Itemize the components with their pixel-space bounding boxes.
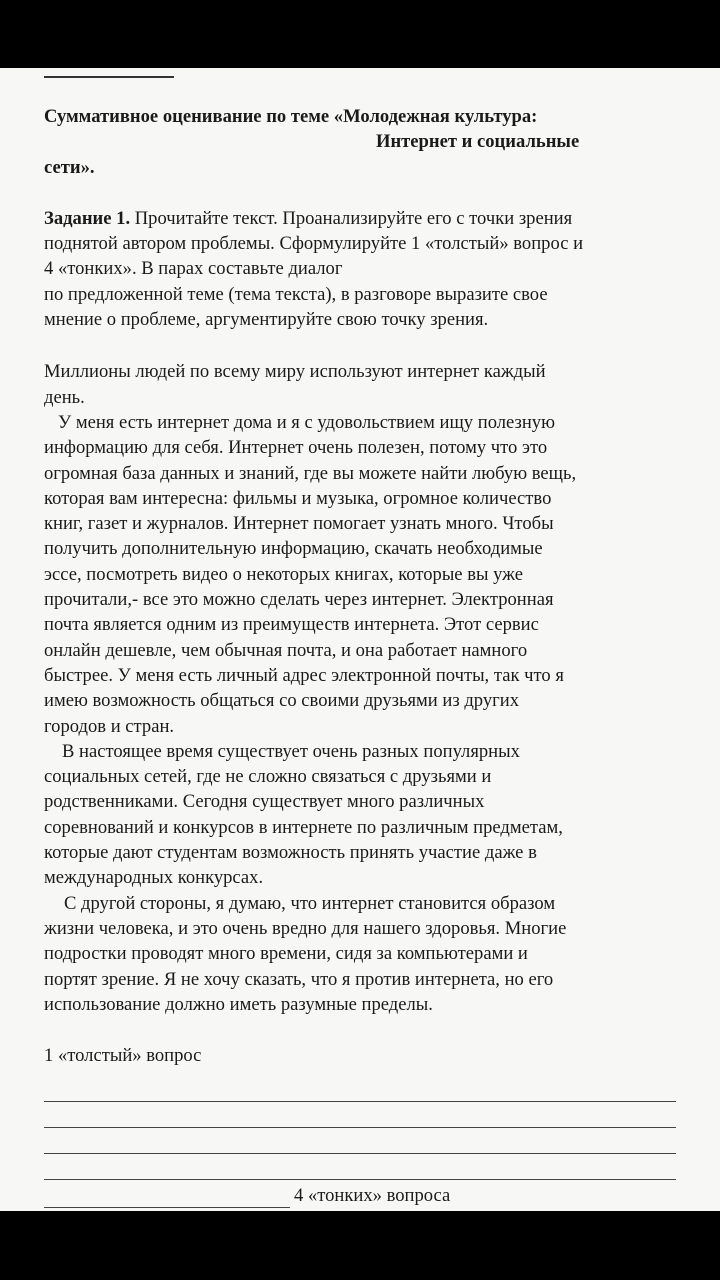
answer-line[interactable] — [44, 1154, 676, 1180]
text-line: почта является одним из преимуществ интернета. Этот сервис — [44, 614, 539, 636]
top-rule-line — [44, 76, 174, 78]
answer-line[interactable] — [44, 1102, 676, 1128]
text-line: которые дают студентам возможность принять участие даже в — [44, 842, 537, 864]
text-line: быстрее. У меня есть личный адрес электронной почты, так что я — [44, 664, 564, 686]
answer-line[interactable] — [44, 1189, 290, 1208]
bottom-black-bar — [0, 1211, 720, 1280]
text-line: У меня есть интернет дома и я с удовольствием ищу полезную — [58, 411, 555, 433]
document-title — [44, 104, 684, 180]
text-line: соревнований и конкурсов в интернете по различным предметам, — [44, 816, 563, 838]
task-line: поднятой автором проблемы. Сформулируйте 1 «толстый» вопрос и — [44, 233, 584, 255]
task-line: мнение о проблеме, аргументируйте свою точку зрения. — [44, 309, 489, 331]
text-line: С другой стороны, я думаю, что интернет становится образом — [64, 892, 556, 914]
reading-text — [44, 359, 684, 1017]
text-line: эссе, посмотреть видео о некоторых книгах, которые вы уже — [44, 563, 524, 585]
text-line: онлайн дешевле, чем обычная почта, и она работает намного — [44, 639, 528, 661]
title-line-1: Суммативное оценивание по теме «Молодежная культура: — [44, 106, 538, 127]
text-line: получить дополнительную информацию, скачать необходимые — [44, 538, 543, 560]
task-line: 4 «тонких». В парах составьте диалог — [44, 258, 343, 280]
text-line: Миллионы людей по всему миру используют интернет каждый — [44, 361, 546, 383]
thick-question-label: 1 «толстый» вопрос — [44, 1045, 202, 1067]
text-line: международных конкурсах. — [44, 867, 264, 889]
top-black-bar — [0, 0, 720, 68]
text-line: городов и стран. — [44, 715, 175, 737]
task-line: Прочитайте текст. Проанализируйте его с точки зрения — [134, 207, 573, 229]
text-line: использование должно иметь разумные пределы. — [44, 993, 433, 1015]
text-line: подростки проводят много времени, сидя за компьютерами и — [44, 943, 528, 965]
text-line: родственниками. Сегодня существует много различных — [44, 791, 485, 813]
text-line: информацию для себя. Интернет очень полезен, потому что это — [44, 437, 548, 459]
title-line-3: сети». — [44, 156, 95, 178]
task-line: по предложенной теме (тема текста), в разговоре выразите свое — [44, 283, 548, 305]
document-body — [44, 104, 684, 1208]
text-line: прочитали,- все это можно сделать через интернет. Электронная — [44, 589, 554, 611]
thin-questions-row — [44, 1180, 684, 1208]
document-page[interactable] — [0, 68, 720, 1211]
text-line: имею возможность общаться со своими друзьями из других — [44, 690, 520, 712]
text-line: В настоящее время существует очень разных популярных — [62, 740, 520, 762]
task-paragraph — [44, 206, 684, 332]
task-label: Задание 1. — [44, 207, 131, 229]
text-line: огромная база данных и знаний, где вы можете найти любую вещь, — [44, 462, 577, 484]
text-line: которая вам интересна: фильмы и музыка, огромное количество — [44, 487, 552, 509]
text-line: социальных сетей, где не сложно связаться с друзьями и — [44, 766, 492, 788]
text-line: портят зрение. Я не хочу сказать, что я против интернета, но его — [44, 968, 554, 990]
answer-line[interactable] — [44, 1128, 676, 1154]
text-line: книг, газет и журналов. Интернет помогает узнать много. Чтобы — [44, 513, 554, 535]
title-line-2: Интернет и социальные — [376, 131, 580, 153]
thin-questions-label: 4 «тонких» вопроса — [294, 1185, 451, 1207]
answer-lines — [44, 1076, 684, 1208]
text-line: день. — [44, 386, 85, 408]
answer-line[interactable] — [44, 1076, 676, 1102]
text-line: жизни человека, и это очень вредно для нашего здоровья. Многие — [44, 917, 567, 939]
